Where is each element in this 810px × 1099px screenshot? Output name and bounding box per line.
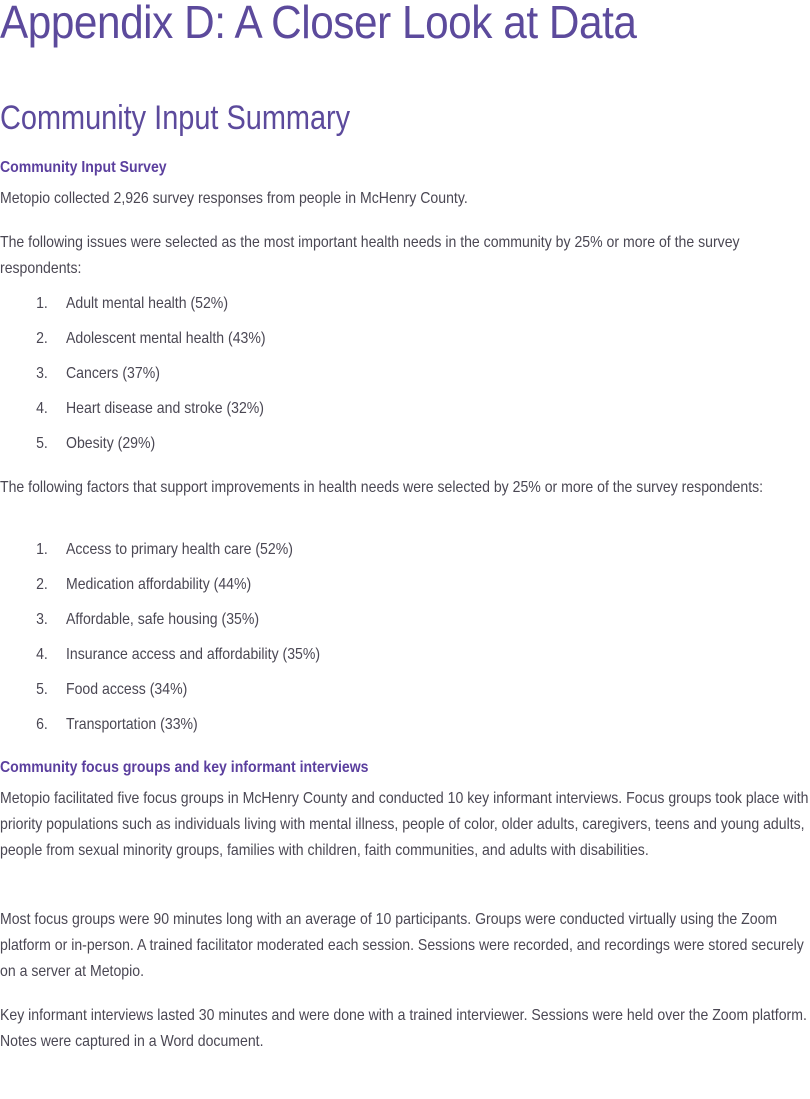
- survey-heading: Community Input Survey: [0, 159, 167, 176]
- focus-groups-para-3: Key informant interviews lasted 30 minutes and were done with a trained interviewer. Sessions were held over the Zoom platform. Notes were captured in a Word document.: [0, 1007, 807, 1050]
- list-number: 1.: [36, 541, 48, 558]
- list-number: 5.: [36, 435, 48, 452]
- focus-groups-para-2: Most focus groups were 90 minutes long with an average of 10 participants. Groups were conducted virtually using the Zoom platform or in-person. A trained facilitator moderated each session. Sessions were recorded, and recordings were stored securely on a server at Metopio.: [0, 911, 804, 980]
- issues-lead: The following issues were selected as the most important health needs in the community by 25% or more of the survey respondents:: [0, 234, 740, 277]
- page-title: Appendix D: A Closer Look at Data: [0, 0, 637, 48]
- list-number: 4.: [36, 646, 48, 663]
- factors-lead: The following factors that support improvements in health needs were selected by 25% or more of the survey respondents:: [0, 479, 764, 496]
- focus-groups-para-1: Metopio facilitated five focus groups in McHenry County and conducted 10 key informant interviews. Focus groups took place with priority populations such as individuals living with mental illness, people of color, older adults, caregivers, teens and young adults, people from sexual minority groups, families with children, faith communities, and adults with disabilities.: [0, 790, 809, 859]
- list-number: 5.: [36, 681, 48, 698]
- list-text: Affordable, safe housing (35%): [66, 611, 260, 628]
- section-title: Community Input Summary: [0, 99, 351, 137]
- list-number: 2.: [36, 330, 48, 347]
- list-number: 4.: [36, 400, 48, 417]
- list-number: 6.: [36, 716, 48, 733]
- list-number: 3.: [36, 611, 48, 628]
- list-text: Adult mental health (52%): [66, 295, 229, 312]
- survey-intro: Metopio collected 2,926 survey responses from people in McHenry County.: [0, 190, 468, 207]
- list-number: 3.: [36, 365, 48, 382]
- list-number: 1.: [36, 295, 48, 312]
- focus-groups-heading: Community focus groups and key informant interviews: [0, 759, 369, 776]
- list-text: Access to primary health care (52%): [66, 541, 293, 558]
- list-text: Insurance access and affordability (35%): [66, 646, 321, 663]
- list-text: Medication affordability (44%): [66, 576, 252, 593]
- list-text: Obesity (29%): [66, 435, 156, 452]
- list-number: 2.: [36, 576, 48, 593]
- list-text: Transportation (33%): [66, 716, 198, 733]
- list-text: Adolescent mental health (43%): [66, 330, 266, 347]
- list-text: Food access (34%): [66, 681, 188, 698]
- list-text: Heart disease and stroke (32%): [66, 400, 264, 417]
- list-text: Cancers (37%): [66, 365, 160, 382]
